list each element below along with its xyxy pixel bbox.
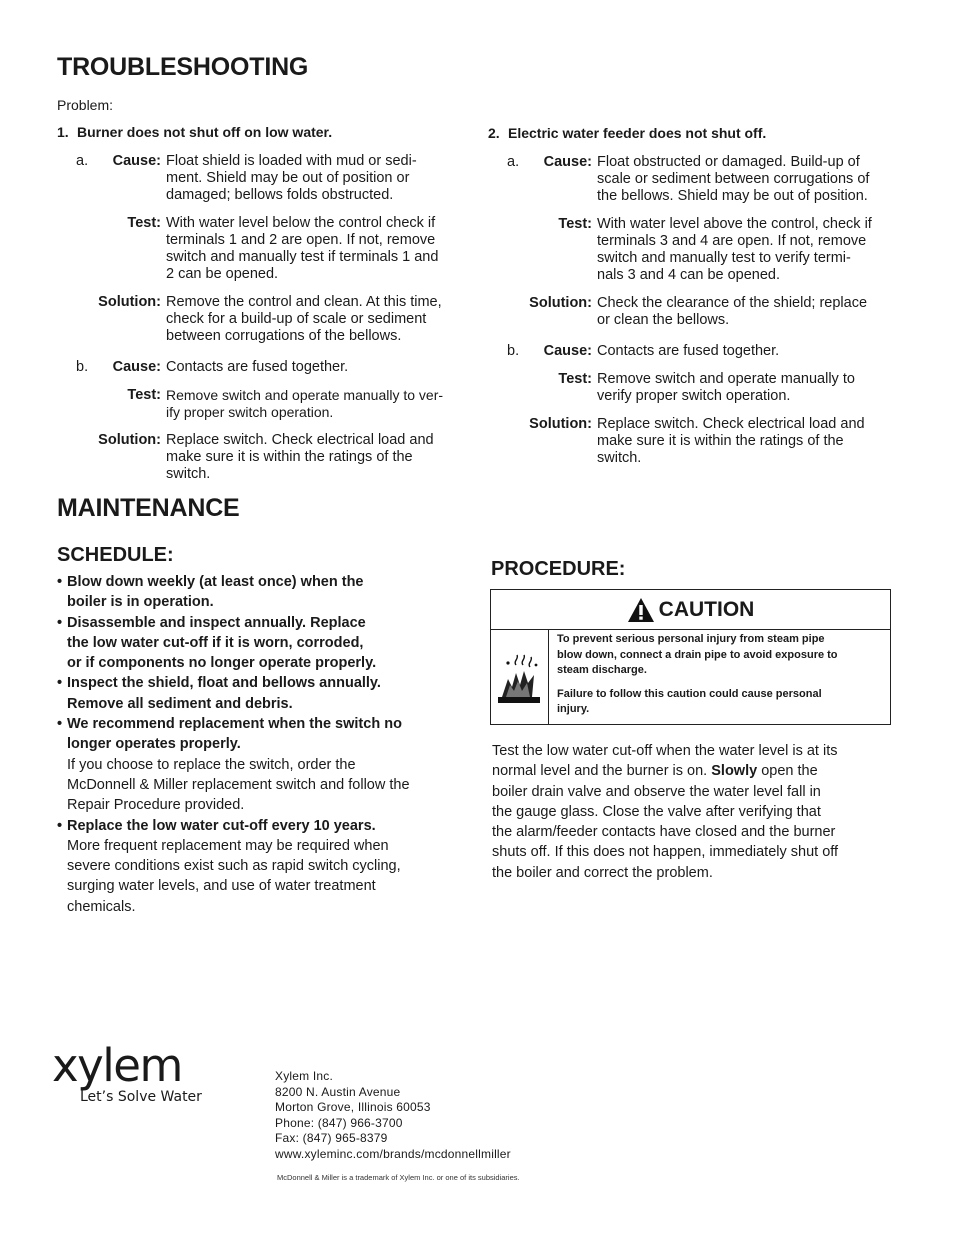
problem-2-title <box>488 125 766 141</box>
warning-triangle-icon <box>627 597 655 623</box>
case-letter: b. <box>76 359 89 375</box>
case-letter: a. <box>76 153 89 169</box>
schedule-item: • Inspect the shield, float and bellows annually. Remove all sediment and debris. <box>57 675 381 712</box>
test-label: Test: <box>558 216 592 232</box>
caution-text <box>557 632 885 726</box>
procedure-text: Test the low water cut-off when the water level is at its normal level and the burner is on. Slowly open the boiler drain valve and observe the water level fall in the gauge glass. Close the valve after verifying that the alarm/feeder contacts have closed and the burner shuts off. If this does not happen, immediately shut off the boiler and correct the problem. <box>492 743 839 881</box>
problem-1-number: 1. <box>57 124 69 140</box>
problem-1-title <box>57 124 332 140</box>
caution-box <box>490 589 891 725</box>
problem-2-case-a <box>507 154 902 334</box>
cause-label: Cause: <box>112 153 161 169</box>
cause-label: Cause: <box>543 154 592 170</box>
trademark-notice: McDonnell & Miller is a trademark of Xylem Inc. or one of its subsidiaries. <box>277 1173 520 1182</box>
problem-2-text: Electric water feeder does not shut off. <box>508 125 767 141</box>
problem-1-case-a <box>76 153 466 353</box>
solution-text: Check the clearance of the shield; replace or clean the bellows. <box>597 295 868 328</box>
test-label: Test: <box>127 215 161 231</box>
solution-label: Solution: <box>529 416 592 432</box>
xylem-logo <box>52 1039 202 1105</box>
solution-label: Solution: <box>98 432 161 448</box>
test-text: With water level above the control, check if terminals 3 and 4 are open. If not, remove switch and manually test to verify termi- nals 3 and 4 can be opened. <box>597 216 872 283</box>
cause-label: Cause: <box>112 359 161 375</box>
caution-paragraph-2: Failure to follow this caution could cause personal injury. <box>557 687 822 716</box>
steam-burn-hand-icon <box>494 653 546 705</box>
cause-text: Contacts are fused together. <box>166 359 349 375</box>
maintenance-heading: MAINTENANCE <box>57 494 240 522</box>
test-text: Remove switch and operate manually to ver- ify proper switch operation. <box>166 387 444 420</box>
test-label: Test: <box>127 387 161 403</box>
solution-label: Solution: <box>529 295 592 311</box>
cause-text: Float shield is loaded with mud or sedi- ment. Shield may be out of position or damaged; bellows folds obstructed. <box>166 153 417 203</box>
case-letter: a. <box>507 154 520 170</box>
logo-tagline: Let’s Solve Water <box>80 1089 202 1105</box>
caution-paragraph-1: To prevent serious personal injury from steam pipe blow down, connect a drain pipe to avoid exposure to steam discharge. <box>557 633 838 677</box>
case-letter: b. <box>507 343 520 359</box>
schedule-item: • Disassemble and inspect annually. Replace the low water cut-off if it is worn, corroded, or if components no longer operate properly. <box>57 614 377 672</box>
caution-title: CAUTION <box>658 597 755 621</box>
problem-2-case-b <box>507 343 902 473</box>
problem-2-number: 2. <box>488 125 500 141</box>
procedure-heading: PROCEDURE: <box>491 558 626 580</box>
troubleshooting-heading: TROUBLESHOOTING <box>57 53 309 81</box>
solution-text: Replace switch. Check electrical load and make sure it is within the ratings of the switch. <box>166 432 434 482</box>
bullet: • <box>57 716 63 733</box>
cause-text: Float obstructed or damaged. Build-up of scale or sediment between corrugations of the bellows. Shield may be out of position. <box>597 154 870 204</box>
solution-label: Solution: <box>98 294 161 310</box>
caution-image-cell <box>491 629 549 725</box>
problem-label: Problem: <box>57 97 114 113</box>
schedule-item: • Blow down weekly (at least once) when the boiler is in operation. <box>57 574 364 611</box>
cause-text: Contacts are fused together. <box>597 343 780 359</box>
schedule-list <box>57 572 457 917</box>
test-label: Test: <box>558 371 592 387</box>
cause-label: Cause: <box>543 343 592 359</box>
solution-text: Remove the control and clean. At this time, check for a build-up of scale or sediment between corrugations of the bellows. <box>166 294 442 344</box>
bullet: • <box>57 614 63 631</box>
schedule-heading: SCHEDULE: <box>57 544 174 566</box>
test-text: With water level below the control check if terminals 1 and 2 are open. If not, remove switch and manually test if terminals 1 and 2 can be opened. <box>166 215 439 282</box>
company-address: Xylem Inc. 8200 N. Austin Avenue Morton Grove, Illinois 60053 Phone: (847) 966-3700 Fax: (847) 965-8379 www.xyleminc.com/brands/mcdonnellmiller <box>275 1069 511 1161</box>
caution-header <box>491 590 890 630</box>
problem-1-text: Burner does not shut off on low water. <box>77 124 333 140</box>
test-text: Remove switch and operate manually to verify proper switch operation. <box>597 371 855 404</box>
solution-text: Replace switch. Check electrical load and make sure it is within the ratings of the switch. <box>597 416 865 466</box>
logo-wordmark: xylem <box>52 1039 182 1092</box>
bullet: • <box>57 817 63 834</box>
bullet: • <box>57 675 63 692</box>
problem-1-case-b <box>76 359 466 489</box>
schedule-item: • Replace the low water cut-off every 10 years. More frequent replacement may be required when severe conditions exist such as rapid switch cycling, surging water levels, and use of water treatment chemicals. <box>57 817 401 915</box>
schedule-item: • We recommend replacement when the switch no longer operates properly. If you choose to replace the switch, order the McDonnell & Miller replacement switch and follow the Repair Procedure provided. <box>57 716 410 814</box>
bullet: • <box>57 574 63 590</box>
